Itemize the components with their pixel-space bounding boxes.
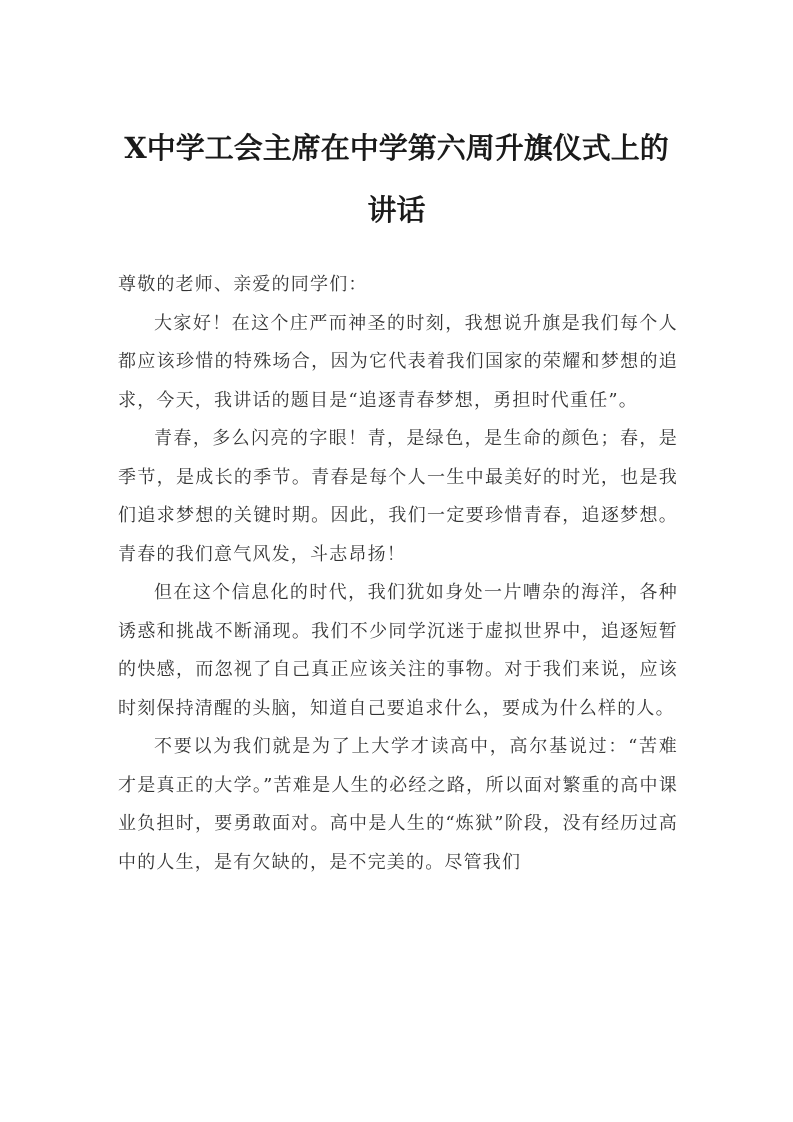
- paragraph: 大家好！在这个庄严而神圣的时刻，我想说升旗是我们每个人都应该珍惜的特殊场合，因为它代表着我们国家的荣耀和梦想的追求，今天，我讲话的题目是“追逐青春梦想，勇担时代重任”。: [118, 312, 678, 411]
- paragraph: 青春，多么闪亮的字眼！青，是绿色，是生命的颜色；春，是季节，是成长的季节。青春是每个人一生中最美好的时光，也是我们追求梦想的关键时期。因此，我们一定要珍惜青春，追逐梦想。青春的我们意气风发，斗志昂扬！: [118, 428, 678, 565]
- salutation: 尊敬的老师、亲爱的同学们：: [118, 274, 368, 295]
- paragraph: 不要以为我们就是为了上大学才读高中，高尔基说过：“苦难才是真正的大学。”苦难是人生的必经之路，所以面对繁重的高中课业负担时，要勇敢面对。高中是人生的“炼狱”阶段，没有经历过高中的人生，是有欠缺的，是不完美的。尽管我们: [118, 736, 678, 873]
- document-title-line-2: 讲话: [367, 193, 426, 227]
- document-body: [118, 266, 678, 882]
- paragraph: 但在这个信息化的时代，我们犹如身处一片嘈杂的海洋，各种诱惑和挑战不断涌现。我们不少同学沉迷于虚拟世界中，追逐短暂的快感，而忽视了自己真正应该关注的事物。对于我们来说，应该时刻保持清醒的头脑，知道自己要追求什么，要成为什么样的人。: [118, 582, 678, 719]
- document-title-line-1: X中学工会主席在中学第六周升旗仪式上的: [124, 131, 669, 165]
